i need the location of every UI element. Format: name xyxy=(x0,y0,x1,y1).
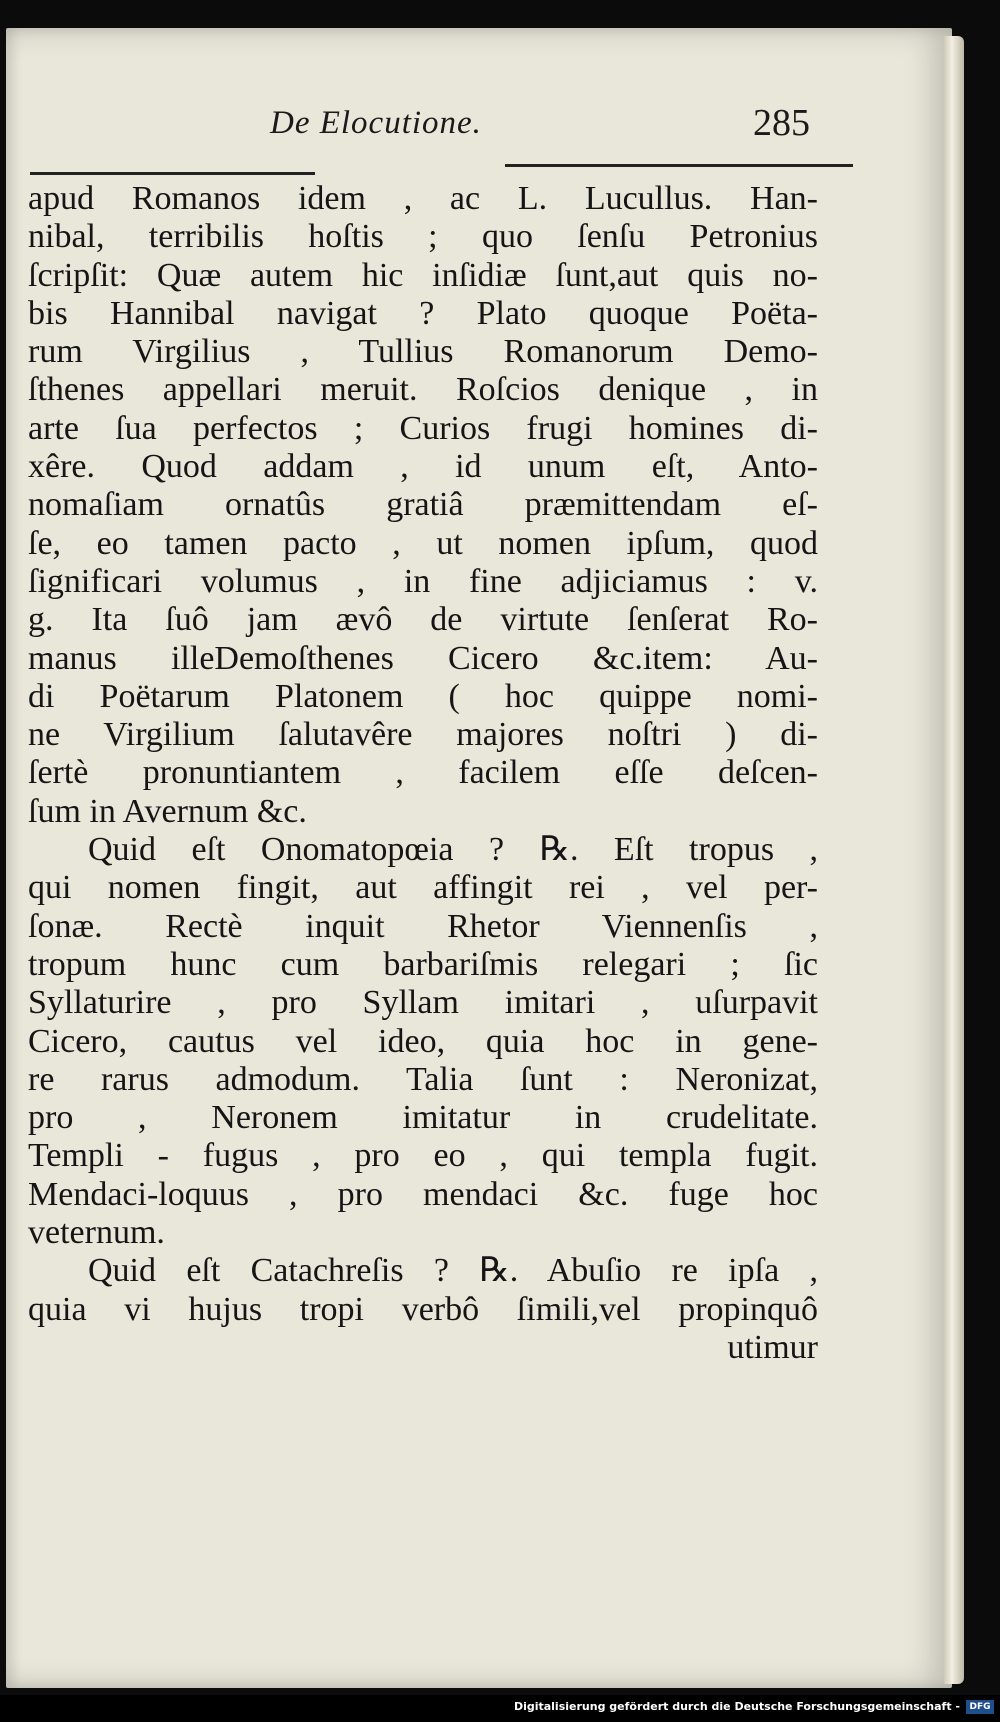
text-line: nomaſiam ornatûs gratiâ præmittendam eſ- xyxy=(28,486,818,524)
body-text xyxy=(28,180,818,1367)
page-number: 285 xyxy=(753,102,810,144)
text-line: di Poëtarum Platonem ( hoc quippe nomi- xyxy=(28,677,818,715)
text-line: nibal, terribilis hoſtis ; quo ſenſu Petronius xyxy=(28,218,818,256)
catchword: utimur xyxy=(727,1328,818,1366)
text-line: ſignificari volumus , in fine adjiciamus : v. xyxy=(28,562,818,600)
header-rule-left xyxy=(30,172,315,175)
text-line: quia vi hujus tropi verbô ſimili,vel propinquô xyxy=(28,1290,818,1328)
text-line: Quid eſt Catachreſis ? ℞. Abuſio re ipſa , xyxy=(88,1252,818,1290)
text-line: manus illeDemoſthenes Cicero &c.item: Au- xyxy=(28,639,818,677)
text-line: pro , Neronem imitatur in crudelitate. xyxy=(28,1099,818,1137)
text-line: ſcripſit: Quæ autem hic inſidiæ ſunt,aut quis no- xyxy=(28,256,818,294)
text-line: ne Virgilium ſalutavêre majores noſtri ) di- xyxy=(28,716,818,754)
text-line: qui nomen fingit, aut affingit rei , vel per- xyxy=(28,869,818,907)
header-rule-right xyxy=(505,164,853,167)
text-line: ſum in Avernum &c. xyxy=(28,792,307,830)
text-line: Mendaci-loquus , pro mendaci &c. fuge hoc xyxy=(28,1175,818,1213)
text-line: ſonæ. Rectè inquit Rhetor Viennenſis , xyxy=(28,907,818,945)
text-line: Quid eſt Onomatopœia ? ℞. Eſt tropus , xyxy=(88,831,818,869)
text-line: apud Romanos idem , ac L. Lucullus. Han- xyxy=(28,180,818,217)
text-line: arte ſua perfectos ; Curios frugi homines di- xyxy=(28,409,818,447)
text-line: re rarus admodum. Talia ſunt : Neronizat, xyxy=(28,1060,818,1098)
digitization-footer xyxy=(0,1695,1000,1722)
text-line: xêre. Quod addam , id unum eſt, Anto- xyxy=(28,448,818,486)
text-line: Templi - fugus , pro eo , qui templa fugit. xyxy=(28,1137,818,1175)
text-line: bis Hannibal navigat ? Plato quoque Poëta- xyxy=(28,294,818,332)
text-line: tropum hunc cum barbariſmis relegari ; ſic xyxy=(28,945,818,983)
text-line: ſthenes appellari meruit. Roſcios denique , in xyxy=(28,371,818,409)
footer-credit: Digitalisierung gefördert durch die Deutsche Forschungsgemeinschaft - xyxy=(513,1700,960,1713)
running-head xyxy=(30,102,890,155)
text-line: g. Ita ſuô jam ævô de virtute ſenſerat Ro- xyxy=(28,601,818,639)
running-title: De Elocutione. xyxy=(270,105,482,141)
text-line: Cicero, cautus vel ideo, quia hoc in gene- xyxy=(28,1022,818,1060)
text-line: Syllaturire , pro Syllam imitari , uſurpavit xyxy=(28,984,818,1022)
page-edge xyxy=(944,36,964,1684)
text-line: rum Virgilius , Tullius Romanorum Demo- xyxy=(28,333,818,371)
dfg-logo: DFG xyxy=(966,1700,994,1714)
text-line: veternum. xyxy=(28,1214,165,1252)
text-line: ſertè pronuntiantem , facilem eſſe deſcen- xyxy=(28,754,818,792)
text-line: ſe, eo tamen pacto , ut nomen ipſum, quod xyxy=(28,524,818,562)
